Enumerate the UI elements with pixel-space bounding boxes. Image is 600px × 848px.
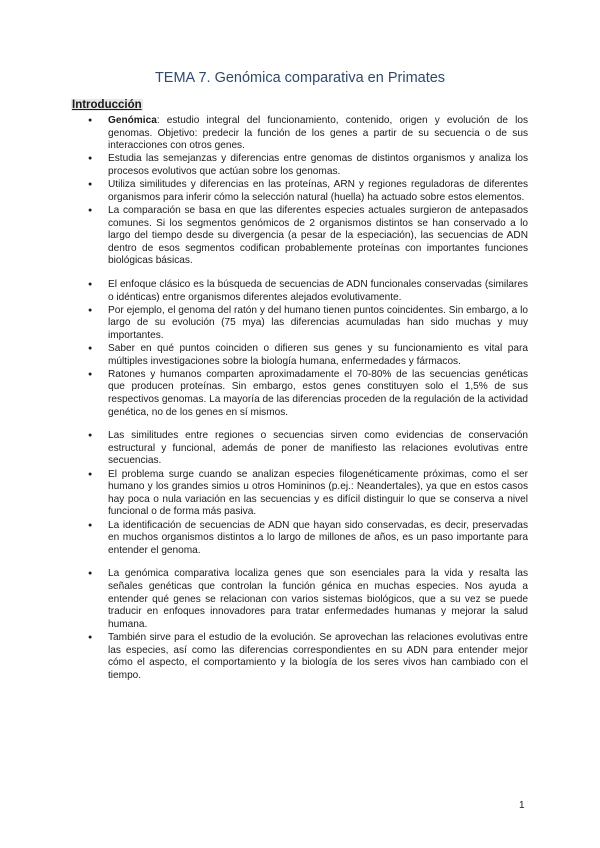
bullet-text: La comparación se basa en que las diferentes especies actuales surgieron de antepasados comunes. Si los segmentos genómicos de 2 organismos distintos se han conservado a lo largo del tiempo desde su divergencia (a pesar de la especiación), las secuencias de ADN dentro de esos segmentos codifican probablemente proteínas con importantes funciones biológicas básicas.: [108, 204, 528, 267]
bullet-item: [88, 430, 528, 468]
bullet-item: [88, 369, 528, 419]
bullet-item: [88, 305, 528, 343]
bullet-item: [88, 153, 528, 178]
section-heading: Introducción: [72, 99, 142, 111]
bullet-item: [88, 279, 528, 304]
bullet-text: Por ejemplo, el genoma del ratón y del humano tienen puntos coincidentes. Sin embargo, a lo largo de su evolución (75 mya) las diferencias acumuladas han sido muchas y muy importantes.: [108, 304, 528, 341]
document-title: TEMA 7. Genómica comparativa en Primates: [154, 70, 446, 86]
bullet-item: [88, 343, 528, 368]
bullet-term: Genómica: [108, 115, 157, 126]
bullet-group: [88, 279, 528, 419]
bullet-text: Las similitudes entre regiones o secuencias sirven como evidencias de conservación estructural y funcional, además de poner de manifiesto las relaciones evolutivas entre secuencias.: [108, 430, 528, 467]
bullet-item: [88, 469, 528, 519]
bullet-item: [88, 568, 528, 631]
page-number: 1: [519, 800, 525, 811]
bullet-text: El problema surge cuando se analizan especies filogenéticamente próximas, como el ser humano y los grandes simios u otros Homininos (p.ej.: Neandertales), ya que en estos casos hay poca o nula variación en las secuencias y es difícil distinguir lo que se conserva a nivel funcional o de forma más pasiva.: [108, 468, 528, 518]
bullet-group: [88, 568, 528, 682]
bullet-item: [88, 520, 528, 558]
bullet-item: [88, 632, 528, 682]
bullet-item: [88, 205, 528, 268]
bullet-text: La genómica comparativa localiza genes que son esenciales para la vida y resalta las señales genéticas que controlan la función génica en muchas especies. Nos ayuda a entender qué genes se relacionan con varios sistemas biológicos, que a su vez se puede traducir en enfoques innovadores para tratar enfermedades humanas y mejorar la salud humana.: [108, 568, 528, 630]
bullet-item: [88, 179, 528, 204]
bullet-text: También sirve para el estudio de la evolución. Se aprovechan las relaciones evolutivas entre las especies, así como las diferencias correspondientes en su ADN para entender mejor cómo el aspecto, el comportamiento y la biología de los seres vivos han cambiado con el tiempo.: [108, 631, 528, 681]
bullet-item: [88, 115, 528, 153]
bullet-text: : estudio integral del funcionamiento, contenido, origen y evolución de los genomas. Objetivo: predecir la función de los genes a partir de su secuencia o de sus interacciones con otros genes.: [108, 115, 528, 152]
bullet-group: [88, 115, 528, 268]
bullet-group: [88, 430, 528, 557]
bullet-text: Saber en qué puntos coinciden o difieren sus genes y su funcionamiento es vital para múltiples investigaciones sobre la biología humana, enfermedades y fármacos.: [108, 343, 528, 367]
bullet-text: Estudia las semejanzas y diferencias entre genomas de distintos organismos y analiza los procesos evolutivos que actúan sobre los genomas.: [108, 153, 528, 177]
bullet-content: [88, 115, 528, 693]
bullet-text: La identificación de secuencias de ADN que hayan sido conservadas, es decir, preservadas en muchos organismos distintos a lo largo de millones de años, es un paso importante para entender el genoma.: [108, 519, 528, 556]
bullet-text: Ratones y humanos comparten aproximadamente el 70-80% de las secuencias genéticas que producen proteínas. Sin embargo, estos genes constituyen solo el 1,5% de sus respectivos genomas. La mayoría de las diferencias proceden de la regulación de la actividad genética, no de los genes en sí mismos.: [108, 368, 528, 418]
bullet-text: Utiliza similitudes y diferencias en las proteínas, ARN y regiones reguladoras de diferentes organismos para inferir cómo la selección natural (huella) ha actuado sobre estos elementos.: [108, 179, 528, 203]
bullet-text: El enfoque clásico es la búsqueda de secuencias de ADN funcionales conservadas (similares o idénticas) entre organismos diferentes alejados evolutivamente.: [108, 278, 528, 303]
